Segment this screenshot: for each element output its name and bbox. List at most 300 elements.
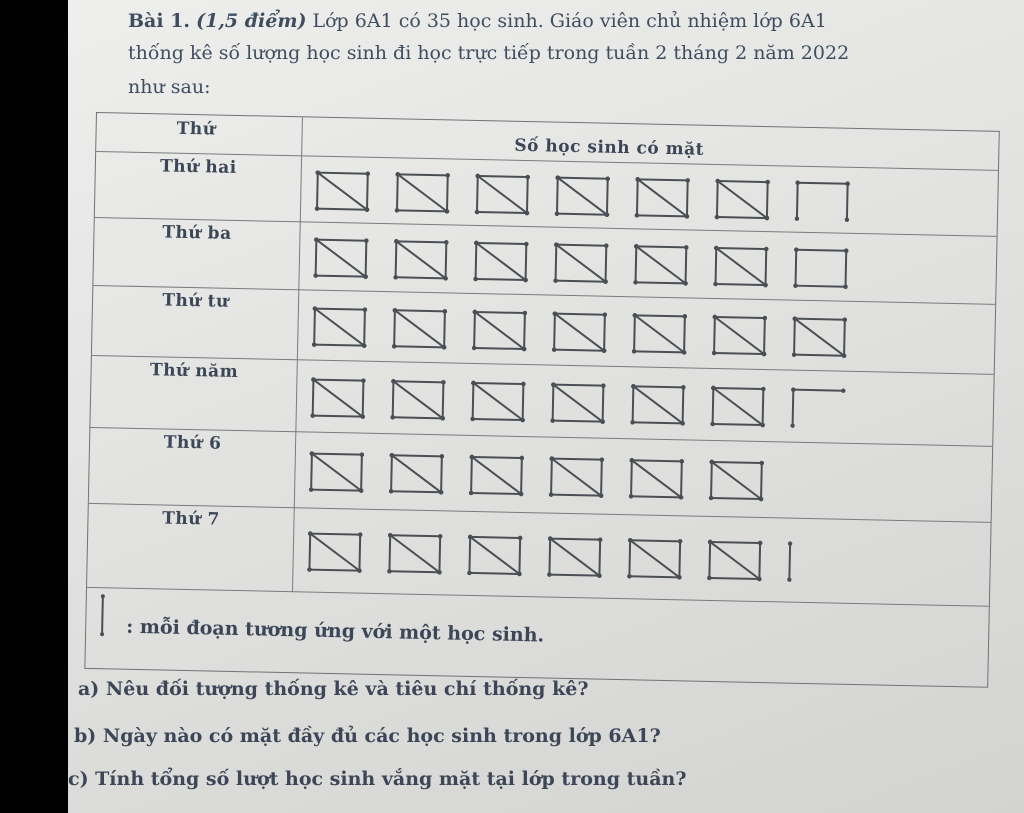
tally-segment: [847, 184, 848, 220]
tally-dot: [313, 273, 317, 277]
tally-dot: [715, 215, 719, 219]
tally-segment: [636, 246, 686, 247]
tally-dot: [709, 496, 713, 500]
tally-segment: [631, 460, 682, 497]
tally-segment: [553, 421, 603, 422]
tally-segment: [309, 534, 360, 571]
tally-segment: [476, 243, 527, 280]
tally-segment: [474, 348, 524, 349]
tally-segment: [473, 383, 524, 420]
tally-dot: [764, 247, 768, 251]
tally-dot: [843, 317, 847, 321]
tally-segment: [393, 417, 443, 418]
tally-segment: [391, 455, 392, 491]
tally-dot: [440, 454, 444, 458]
tally-segment: [364, 310, 365, 346]
tally-segment: [715, 317, 765, 318]
day-label: Thứ tư: [162, 290, 230, 312]
tally-segment: [684, 316, 685, 352]
tally-segment: [316, 276, 366, 277]
tally-group: [709, 460, 764, 502]
tally-segment: [313, 380, 364, 417]
tally-dot: [387, 569, 391, 573]
problem-text-line-1: Lớp 6A1 có 35 học sinh. Giáo viên chủ nhiệm lớp 6A1: [312, 10, 827, 32]
tally-group: [472, 310, 527, 352]
tally-dot: [553, 278, 557, 282]
tally-group: [313, 237, 368, 279]
tally-segment: [709, 542, 710, 578]
tally-dot: [472, 346, 476, 350]
tally-dot: [469, 491, 473, 495]
tally-segment: [446, 242, 447, 278]
tally-svg: [313, 378, 954, 431]
tally-segment: [523, 384, 524, 420]
tally-segment: [317, 173, 318, 209]
tally-segment: [603, 386, 604, 422]
tally-dot: [364, 238, 368, 242]
problem-text-line-2: thống kê số lượng học sinh đi học trực tiếp trong tuần 2 tháng 2 năm 2022: [128, 42, 850, 64]
tally-marks: [317, 171, 958, 224]
attendance-table: [84, 112, 999, 688]
tally-dot: [390, 415, 394, 419]
tally-dot: [713, 282, 717, 286]
tally-group: [547, 536, 602, 578]
tally-segment: [316, 240, 317, 276]
problem-text-line-3: như sau:: [128, 76, 211, 98]
tally-group: [392, 308, 447, 350]
tally-dot: [632, 349, 636, 353]
tally-segment: [317, 209, 367, 210]
tally-segment: [395, 310, 445, 311]
tally-segment: [633, 386, 634, 422]
tally-segment: [393, 381, 443, 382]
tally-group: [555, 175, 610, 217]
tally-dot: [680, 459, 684, 463]
worksheet-page: [68, 0, 1024, 813]
tally-segment: [311, 454, 362, 491]
tally-segment: [686, 247, 687, 283]
tally-segment: [312, 454, 362, 455]
tally-group: [795, 180, 850, 222]
tally-segment: [717, 217, 767, 218]
tally-segment: [634, 315, 685, 352]
tally-segment: [389, 535, 440, 572]
tally-dot: [315, 206, 319, 210]
tally-segment: [398, 174, 448, 175]
tally-segment: [359, 535, 360, 571]
day-label: Thứ 6: [163, 432, 222, 454]
tally-marks: [314, 307, 955, 360]
tally-segment: [631, 496, 681, 497]
tally-segment: [396, 241, 446, 242]
tally-segment: [635, 315, 685, 316]
problem-points: (1,5 điểm): [196, 10, 307, 32]
tally-group: [707, 540, 762, 582]
tally-segment: [556, 281, 606, 282]
tally-segment: [636, 246, 687, 283]
tally-segment: [313, 380, 314, 416]
tally-group: [315, 170, 370, 212]
tally-segment: [396, 277, 446, 278]
header-count: Số học sinh có mặt: [514, 135, 705, 160]
tally-segment: [394, 346, 444, 347]
tally-dot: [788, 541, 792, 545]
tally-segment: [556, 245, 607, 282]
tally-segment: [471, 457, 522, 494]
header-day: Thứ: [176, 118, 216, 140]
tally-segment: [766, 249, 767, 285]
tally-segment: [709, 578, 759, 579]
tally-dot: [681, 385, 685, 389]
tally-segment: [474, 312, 475, 348]
tally-dot: [844, 248, 848, 252]
tally-segment: [636, 282, 686, 283]
column-divider: [292, 117, 303, 592]
tally-segment: [476, 243, 477, 279]
tally-segment: [681, 461, 682, 497]
tally-segment: [683, 387, 684, 423]
tally-marks: [311, 452, 952, 505]
tally-dot: [393, 275, 397, 279]
tally-segment: [796, 286, 846, 287]
tally-dot: [790, 423, 794, 427]
tally-segment: [313, 416, 363, 417]
tally-segment: [311, 490, 361, 491]
tally-dot: [845, 218, 849, 222]
day-label: Thứ 7: [161, 508, 221, 530]
tally-segment: [471, 493, 521, 494]
tally-dot: [520, 456, 524, 460]
tally-group: [550, 382, 605, 424]
tally-group: [632, 313, 687, 355]
tally-dot: [843, 284, 847, 288]
tally-segment: [637, 179, 688, 216]
tally-segment: [389, 535, 390, 571]
tally-segment: [469, 537, 520, 574]
tally-segment: [311, 454, 312, 490]
tally-segment: [553, 385, 554, 421]
tally-segment: [527, 177, 528, 213]
tally-group: [469, 455, 524, 497]
tally-segment: [555, 314, 605, 315]
tally-segment: [633, 422, 683, 423]
tally-dot: [443, 309, 447, 313]
tally-segment: [796, 250, 846, 251]
tally-dot: [635, 213, 639, 217]
tally-dot: [712, 351, 716, 355]
tally-segment: [631, 460, 632, 496]
tally-dot: [438, 534, 442, 538]
day-label: Thứ hai: [159, 156, 237, 178]
tally-group: [475, 174, 530, 216]
tally-segment: [477, 176, 528, 213]
tally-segment: [317, 173, 368, 210]
tally-dot: [710, 422, 714, 426]
tally-dot: [310, 413, 314, 417]
tally-dot: [633, 280, 637, 284]
tally-segment: [793, 390, 794, 426]
tally-segment: [713, 388, 714, 424]
tally-segment: [469, 573, 519, 574]
tally-segment: [556, 245, 557, 281]
tally-group: [549, 456, 604, 498]
tally-segment: [314, 309, 365, 346]
tally-segment: [638, 179, 688, 180]
tally-segment: [394, 310, 395, 346]
tally-dot: [761, 387, 765, 391]
tally-group: [389, 453, 444, 495]
problem-label: Bài 1.: [128, 10, 191, 32]
tally-segment: [709, 542, 760, 579]
tally-dot: [366, 171, 370, 175]
tally-segment: [557, 178, 558, 214]
tally-group: [635, 177, 690, 219]
tally-segment: [550, 539, 600, 540]
tally-segment: [789, 544, 790, 580]
tally-segment: [477, 212, 527, 213]
tally-segment: [473, 419, 523, 420]
tally-segment: [396, 241, 447, 278]
tally-dot: [629, 494, 633, 498]
tally-segment: [846, 251, 847, 287]
tally-dot: [550, 418, 554, 422]
tally-segment: [443, 382, 444, 418]
tally-marks: [309, 532, 950, 585]
tally-segment: [633, 386, 684, 423]
tally-segment: [767, 182, 768, 218]
tally-segment: [519, 538, 520, 574]
tally-dot: [441, 380, 445, 384]
tally-segment: [557, 178, 608, 215]
tally-segment: [633, 386, 683, 387]
tally-segment: [471, 457, 472, 493]
tally-segment: [441, 456, 442, 492]
tally-segment: [712, 462, 762, 463]
tally-segment: [474, 312, 525, 349]
tally-segment: [764, 318, 765, 354]
tally-segment: [795, 319, 845, 320]
tally-group: [790, 387, 845, 429]
tally-segment: [447, 175, 448, 211]
tally-group: [553, 242, 608, 284]
tally-segment: [309, 570, 359, 571]
tally-segment: [393, 381, 444, 418]
tally-segment: [554, 314, 555, 350]
tally-segment: [316, 240, 367, 277]
tally-segment: [397, 210, 447, 211]
tally-segment: [637, 215, 687, 216]
tally-dot: [552, 347, 556, 351]
tally-svg: [314, 307, 955, 360]
tally-segment: [717, 181, 768, 218]
tally-dot: [525, 175, 529, 179]
tally-segment: [710, 542, 760, 543]
tally-segment: [557, 214, 607, 215]
tally-group: [710, 386, 765, 428]
tally-segment: [318, 173, 368, 174]
tally-dot: [392, 344, 396, 348]
tally-segment: [717, 181, 718, 217]
tally-segment: [711, 498, 761, 499]
tally-dot: [603, 312, 607, 316]
tally-dot: [473, 277, 477, 281]
tally-segment: [553, 385, 604, 422]
tally-dot: [363, 307, 367, 311]
tally-group: [309, 451, 364, 493]
tally-segment: [396, 241, 397, 277]
tally-segment: [444, 311, 445, 347]
tally-segment: [793, 390, 843, 391]
tally-group: [793, 247, 848, 289]
tally-dot: [604, 243, 608, 247]
tally-group: [715, 179, 770, 221]
tally-segment: [393, 381, 394, 417]
tally-segment: [439, 536, 440, 572]
tally-dot: [360, 452, 364, 456]
tally-svg: [311, 452, 952, 505]
tally-group: [312, 306, 367, 348]
tally-dot: [523, 311, 527, 315]
tally-group: [627, 538, 682, 580]
tally-segment: [759, 543, 760, 579]
tally-segment: [716, 284, 766, 285]
tally-segment: [714, 353, 764, 354]
tally-group: [473, 241, 528, 283]
tally-segment: [604, 315, 605, 351]
tally-group: [307, 531, 362, 573]
tally-segment: [716, 248, 717, 284]
tally-segment: [714, 317, 715, 353]
tally-dot: [470, 417, 474, 421]
tally-segment: [599, 540, 600, 576]
day-label: Thứ ba: [162, 222, 232, 244]
tally-group: [470, 381, 525, 423]
tally-segment: [475, 312, 525, 313]
tally-segment: [473, 383, 474, 419]
tally-group: [629, 458, 684, 500]
tally-dot: [791, 387, 795, 391]
tally-dot: [787, 577, 791, 581]
tally-segment: [554, 350, 604, 351]
tally-segment: [797, 183, 798, 219]
tally-segment: [794, 319, 845, 356]
tally-dot: [760, 461, 764, 465]
tally-dot: [389, 489, 393, 493]
tally-marks: [313, 378, 954, 431]
tally-segment: [637, 179, 638, 215]
tally-dot: [309, 487, 313, 491]
tally-group: [310, 377, 365, 419]
tally-dot: [395, 208, 399, 212]
tally-segment: [711, 462, 762, 499]
tally-dot: [518, 536, 522, 540]
tally-segment: [763, 389, 764, 425]
tally-dot: [524, 242, 528, 246]
tally-group: [712, 315, 767, 357]
tally-dot: [444, 240, 448, 244]
tally-svg: [317, 171, 958, 224]
tally-dot: [707, 576, 711, 580]
question-b: b) Ngày nào có mặt đầy đủ các học sinh trong lớp 6A1?: [74, 725, 661, 747]
tally-dot: [792, 352, 796, 356]
tally-dot: [312, 342, 316, 346]
tally-segment: [796, 250, 797, 286]
tally-segment: [391, 455, 442, 492]
tally-segment: [472, 457, 522, 458]
tally-group: [390, 379, 445, 421]
tally-segment: [313, 380, 363, 381]
tally-segment: [392, 455, 442, 456]
tally-segment: [713, 388, 763, 389]
tally-segment: [687, 180, 688, 216]
tally-segment: [716, 248, 767, 285]
legend-text: : mỗi đoạn tương ứng với một học sinh.: [125, 615, 545, 647]
tally-segment: [367, 174, 368, 210]
tally-segment: [389, 571, 439, 572]
tally-segment: [310, 534, 360, 535]
tally-segment: [711, 462, 712, 498]
tally-segment: [679, 541, 680, 577]
tally-group: [387, 533, 442, 575]
tally-dot: [467, 571, 471, 575]
tally-segment: [629, 540, 630, 576]
tally-dot: [605, 176, 609, 180]
tally-segment: [397, 174, 398, 210]
tally-dot: [446, 173, 450, 177]
tally-group: [630, 384, 685, 426]
tally-segment: [634, 351, 684, 352]
tally-segment: [761, 463, 762, 499]
tally-group: [787, 541, 792, 581]
tally-segment: [632, 460, 682, 461]
tally-segment-icon: [97, 593, 108, 637]
tally-segment: [556, 245, 606, 246]
tally-segment: [606, 246, 607, 282]
tally-segment: [314, 309, 315, 345]
tally-segment: [470, 537, 520, 538]
tally-segment: [558, 178, 608, 179]
tally-dot: [765, 180, 769, 184]
tally-dot: [758, 541, 762, 545]
tally-segment: [316, 240, 366, 241]
tally-segment: [794, 355, 844, 356]
tally-segment: [469, 537, 470, 573]
tally-segment: [549, 539, 600, 576]
tally-segment: [478, 176, 528, 177]
tally-dot: [630, 420, 634, 424]
tally-segment: [526, 244, 527, 280]
tally-segment: [551, 495, 601, 496]
tally-segment: [549, 539, 550, 575]
tally-segment: [554, 314, 605, 351]
tally-segment: [391, 491, 441, 492]
tally-dot: [600, 457, 604, 461]
tally-segment: [361, 455, 362, 491]
tally-segment: [636, 246, 637, 282]
tally-segment: [394, 310, 445, 347]
day-label: Thứ năm: [149, 360, 239, 383]
tally-segment: [629, 576, 679, 577]
tally-segment: [844, 320, 845, 356]
question-c: c) Tính tổng số lượt học sinh vắng mặt tại lớp trong tuần?: [68, 768, 687, 790]
tally-segment: [551, 459, 602, 496]
tally-dot: [358, 532, 362, 536]
tally-dot: [601, 383, 605, 387]
tally-svg: [309, 532, 950, 585]
tally-group: [467, 535, 522, 577]
tally-segment: [477, 176, 478, 212]
tally-group: [713, 246, 768, 288]
